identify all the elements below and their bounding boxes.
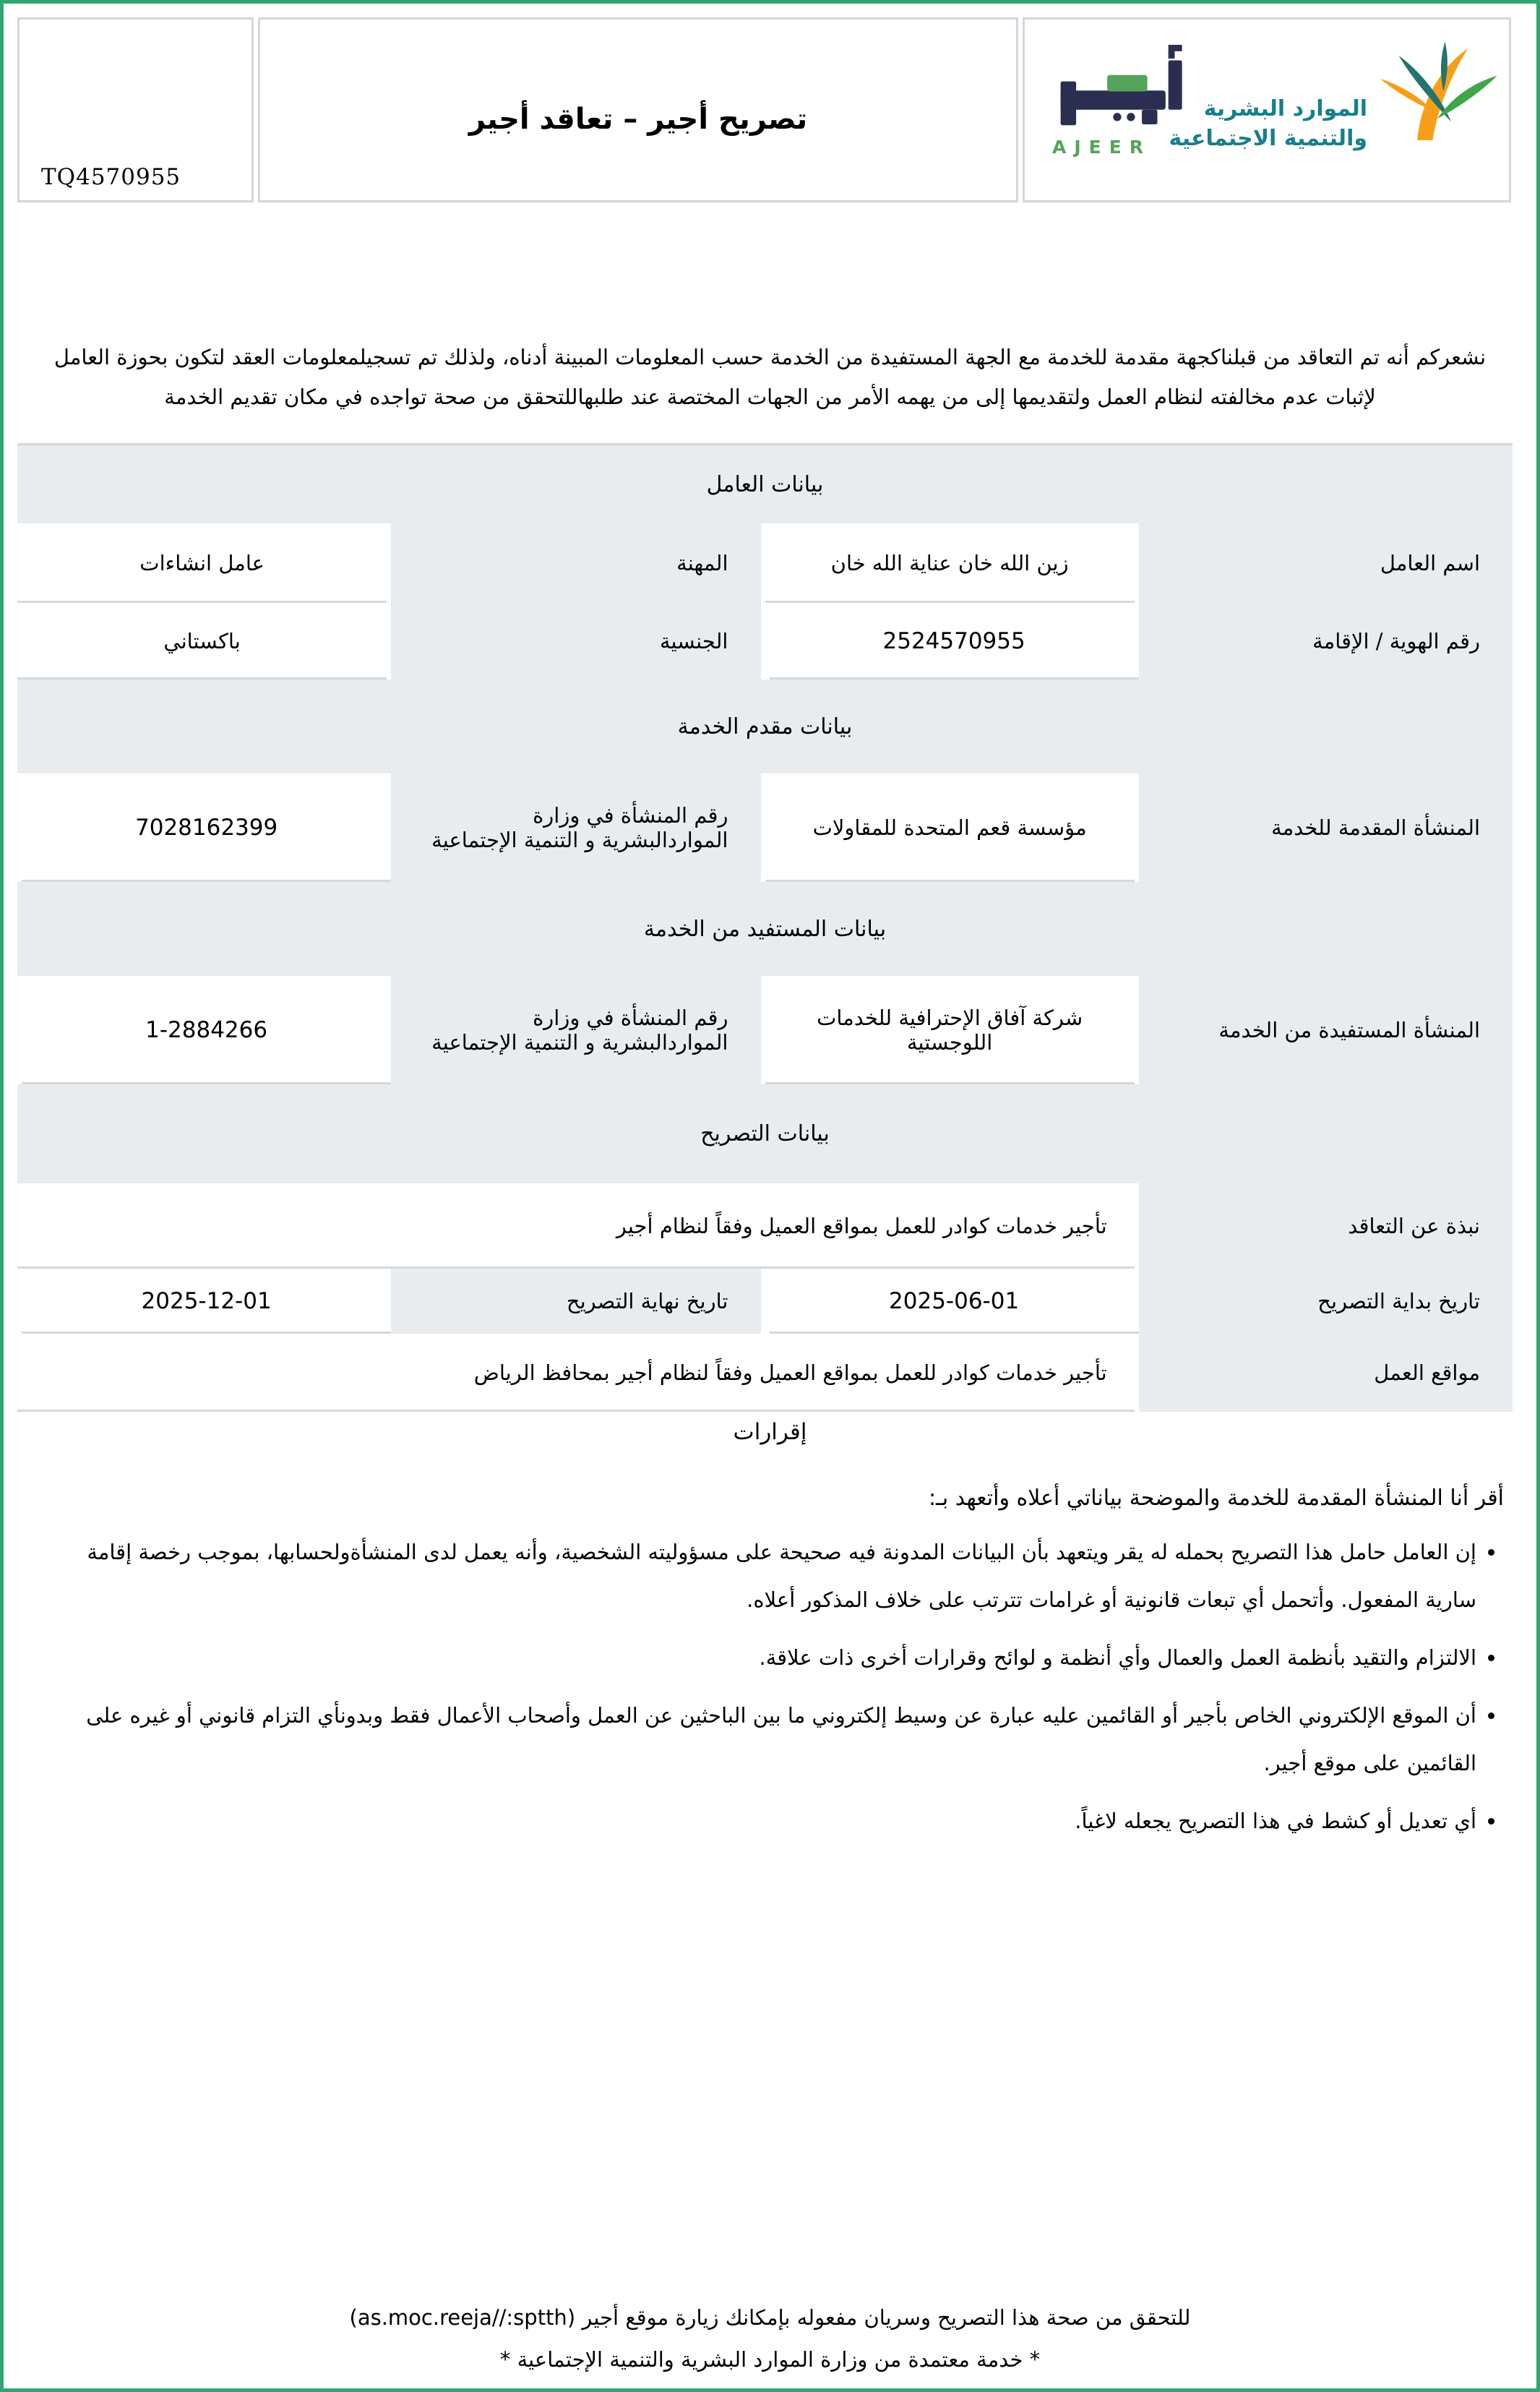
nationality-label: الجنسية <box>391 603 765 680</box>
beneficiary-mol-number-value: 1-2884266 <box>17 976 391 1084</box>
section-title-provider: بيانات مقدم الخدمة <box>17 680 1513 773</box>
footer-verify-url: (as.moc.reeja//:sptth) <box>349 2305 576 2330</box>
declaration-item: • الالتزام والتقيد بأنظمة العمل والعمال وأي أنظمة و لوائح وقرارات أخرى ذات علاقة. <box>36 1634 1476 1681</box>
profession-label: المهنة <box>391 523 765 603</box>
worker-name-value: زين الله خان عناية الله خان <box>765 523 1139 603</box>
footer-verify-line <box>4 2305 1536 2330</box>
end-date-value: 2025-12-01 <box>17 1269 391 1334</box>
ministry-name-line2: والتنمية الاجتماعية <box>1169 126 1367 151</box>
section-header-beneficiary <box>17 882 1513 976</box>
beneficiary-name-label: المنشأة المستفيدة من الخدمة <box>1139 976 1513 1084</box>
permit-table <box>17 443 1513 1412</box>
section-header-provider <box>17 680 1513 773</box>
permit-number: TQ4570955 <box>41 164 181 190</box>
contract-summary-label: نبذة عن التعاقد <box>1139 1183 1513 1269</box>
work-locations-value: تأجير خدمات كوادر للعمل بمواقع العميل وفقاً لنظام أجير بمحافظ الرياض <box>17 1334 1139 1412</box>
worker-name-label: اسم العامل <box>1139 523 1513 603</box>
section-header-permit <box>17 1084 1513 1183</box>
start-date-label: تاريخ بداية التصريح <box>1139 1269 1513 1334</box>
beneficiary-name-value: شركة آفاق الإحترافية للخدمات اللوجستية <box>765 976 1139 1084</box>
footer-accredited-note: * خدمة معتمدة من وزارة الموارد البشرية والتنمية الإجتماعية * <box>499 2347 1041 2372</box>
footer-verify-text: للتحقق من صحة هذا التصريح وسريان مفعوله بإمكانك زيارة موقع أجير <box>582 2305 1191 2330</box>
declaration-item: • إن العامل حامل هذا التصريح بحمله له يقر ويتعهد بأن البيانات المدونة فيه صحيحة على مسؤوليته الشخصية، وأنه يعمل لدى المنشأةولحسابها، بموجب رخصة إقامة سارية المفعول. وأتحمل أي تبعات قانونية أو غرامات تترتب على خلاف المذكور أعلاه. <box>36 1528 1476 1624</box>
section-title-beneficiary: بيانات المستفيد من الخدمة <box>17 882 1513 976</box>
table-row-beneficiary <box>17 976 1513 1084</box>
beneficiary-mol-number-label: رقم المنشأة في وزارة المواردالبشرية و التنمية الإجتماعية <box>391 976 765 1084</box>
ministry-logo-text <box>1169 94 1367 153</box>
table-row-provider <box>17 773 1513 882</box>
section-header-worker <box>17 445 1513 523</box>
intro-paragraph: نشعركم أنه تم التعاقد من قبلناكجهة مقدمة للخدمة مع الجهة المستفيدة من الخدمة حسب المعلومات المبينة أدناه، ولذلك تم تسجيلمعلومات العقد لتكون بحوزة العامل لإثبات عدم مخالفته لنظام العمل ولتقديمها إلى من يهمه الأمر من الجهات المختصة عند طلبهاللتحقق من صحة تواجده في مكان تقديم الخدمة <box>53 345 1487 409</box>
ministry-palm-emblem-icon <box>1377 41 1500 145</box>
provider-name-value: مؤسسة قعم المتحدة للمقاولات <box>765 773 1139 882</box>
ministry-name-line1: الموارد البشرية <box>1203 96 1367 121</box>
table-row-worker-name <box>17 523 1513 603</box>
profession-value: عامل انشاءات <box>17 523 391 603</box>
id-number-label: رقم الهوية / الإقامة <box>1139 603 1513 680</box>
declarations-title: إقرارات <box>733 1419 807 1445</box>
table-row-dates <box>17 1269 1513 1334</box>
permit-number-box <box>17 17 254 202</box>
section-title-worker: بيانات العامل <box>17 445 1513 523</box>
provider-name-label: المنشأة المقدمة للخدمة <box>1139 773 1513 882</box>
ajeer-logo-latin: AJEER <box>1052 137 1152 158</box>
title-box <box>258 17 1018 202</box>
end-date-label: تاريخ نهاية التصريح <box>391 1269 765 1334</box>
table-row-id-nationality <box>17 603 1513 680</box>
declarations-heading: أقر أنا المنشأة المقدمة للخدمة والموضحة بياناتي أعلاه وأتعهد بـ: <box>928 1486 1504 1511</box>
start-date-value: 2025-06-01 <box>765 1269 1139 1334</box>
table-row-contract-summary <box>17 1183 1513 1269</box>
contract-summary-value: تأجير خدمات كوادر للعمل بمواقع العميل وفقاً لنظام أجير <box>17 1183 1139 1269</box>
page-title: تصريح أجير – تعاقد أجير <box>468 103 808 136</box>
nationality-value: باكستاني <box>17 603 391 680</box>
logos-box <box>1023 17 1511 202</box>
declarations-section <box>36 1419 1504 1855</box>
declaration-item: • أي تعديل أو كشط في هذا التصريح يجعله لاغياً. <box>36 1797 1476 1845</box>
table-row-work-locations <box>17 1334 1513 1412</box>
work-locations-label: مواقع العمل <box>1139 1334 1513 1412</box>
provider-mol-number-label: رقم المنشأة في وزارة المواردالبشرية و التنمية الإجتماعية <box>391 773 765 882</box>
provider-mol-number-value: 7028162399 <box>17 773 391 882</box>
declarations-list <box>36 1528 1504 1845</box>
declaration-item: • أن الموقع الإلكتروني الخاص بأجير أو القائمين عليه عبارة عن وسيط إلكتروني ما بين الباحثين عن العمل وأصحاب الأعمال فقط وبدونأي التزام قانوني أو غيره على القائمين على موقع أجير. <box>36 1692 1476 1787</box>
section-title-permit: بيانات التصريح <box>17 1084 1513 1183</box>
id-number-value: 2524570955 <box>765 603 1139 680</box>
